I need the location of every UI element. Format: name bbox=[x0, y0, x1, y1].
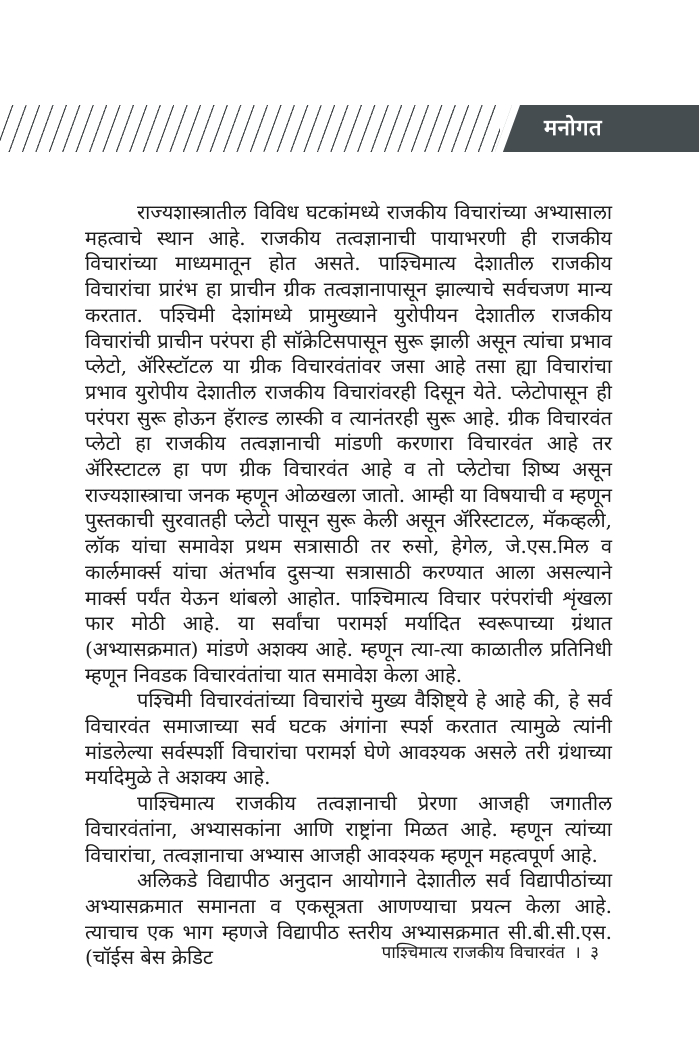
page-footer bbox=[380, 941, 601, 965]
body-paragraph: अलिकडे विद्यापीठ अनुदान आयोगाने देशातील सर्व विद्यापीठांच्या अभ्यासक्रमात समानता व एकसूत्रता आणण्याचा प्रयत्न केला आहे. त्याचाच एक भाग म्हणजे विद्यापीठ स्तरीय अभ्यासक्रमात सी.बी.सी.एस. (चॉईस बेस क्रेडिट bbox=[85, 868, 612, 970]
body-paragraph: पश्चिमी विचारवंतांच्या विचारांचे मुख्य वैशिष्ट्ये हे आहे की, हे सर्व विचारवंत समाजाच्या सर्व घटक अंगांना स्पर्श करतात त्यामुळे त्यांनी मांडलेल्या सर्वस्पर्शी विचारांचा परामर्श घेणे आवश्यक असले तरी ग्रंथाच्या मर्यादेमुळे ते अशक्य आहे. bbox=[85, 688, 612, 790]
body-paragraph: पाश्चिमात्य राजकीय तत्वज्ञानाची प्रेरणा आजही जगातील विचारवंतांना, अभ्यासकांना आणि राष्ट्रांना मिळत आहे. म्हणून त्यांच्या विचारांचा, तत्वज्ञानाचा अभ्यास आजही आवश्यक म्हणून महत्वपूर्ण आहे. bbox=[85, 791, 612, 867]
diagonal-stripes-decoration bbox=[0, 105, 500, 152]
footer-page-number: ३ bbox=[590, 943, 599, 963]
body-text-block bbox=[85, 200, 612, 971]
section-banner-title: मनोगत bbox=[544, 116, 602, 141]
footer-separator: । bbox=[574, 943, 581, 963]
body-paragraph: राज्यशास्त्रातील विविध घटकांमध्ये राजकीय विचारांच्या अभ्यासाला महत्वाचे स्थान आहे. राजकीय तत्वज्ञानाची पायाभरणी ही राजकीय विचारांच्या माध्यमातून होत असते. पाश्चिमात्य देशातील राजकीय विचारांचा प्रारंभ हा प्राचीन ग्रीक तत्वज्ञानापासून झाल्याचे सर्वचजण मान्य करतात. पश्चिमी देशांमध्ये प्रामुख्याने युरोपीयन देशातील राजकीय विचारांची प्राचीन परंपरा ही सॉक्रेटिसपासून सुरू झाली असून त्यांचा प्रभाव प्लेटो, ॲरिस्टॉटल या ग्रीक विचारवंतांवर जसा आहे तसा ह्या विचारांचा प्रभाव युरोपीय देशातील राजकीय विचारांवरही दिसून येते. प्लेटोपासून ही परंपरा सुरू होऊन हॅराल्ड लास्की व त्यानंतरही सुरू आहे. ग्रीक विचारवंत प्लेटो हा राजकीय तत्वज्ञानाची मांडणी करणारा विचारवंत आहे तर ॲरिस्टाटल हा पण ग्रीक विचारवंत आहे व तो प्लेटोचा शिष्य असून राज्यशास्त्राचा जनक म्हणून ओळखला जातो. आम्ही या विषयाची व म्हणून पुस्तकाची सुरवातही प्लेटो पासून सुरू केली असून ॲरिस्टाटल, मॅकव्हली, लॉक यांचा समावेश प्रथम सत्रासाठी तर रुसो, हेगेल, जे.एस.मिल व कार्लमार्क्स यांचा अंतर्भाव दुसऱ्या सत्रासाठी करण्यात आला असल्याने मार्क्स पर्यंत येऊन थांबलो आहोत. पाश्चिमात्य विचार परंपरांची शृंखला फार मोठी आहे. या सर्वांचा परामर्श मर्यादित स्वरूपाच्या ग्रंथात (अभ्यासक्रमात) मांडणे अशक्य आहे. म्हणून त्या-त्या काळातील प्रतिनिधी म्हणून निवडक विचारवंतांचा यात समावेश केला आहे. bbox=[85, 200, 612, 687]
footer-book-title: पाश्चिमात्य राजकीय विचारवंत bbox=[381, 943, 565, 963]
section-banner bbox=[495, 105, 699, 152]
